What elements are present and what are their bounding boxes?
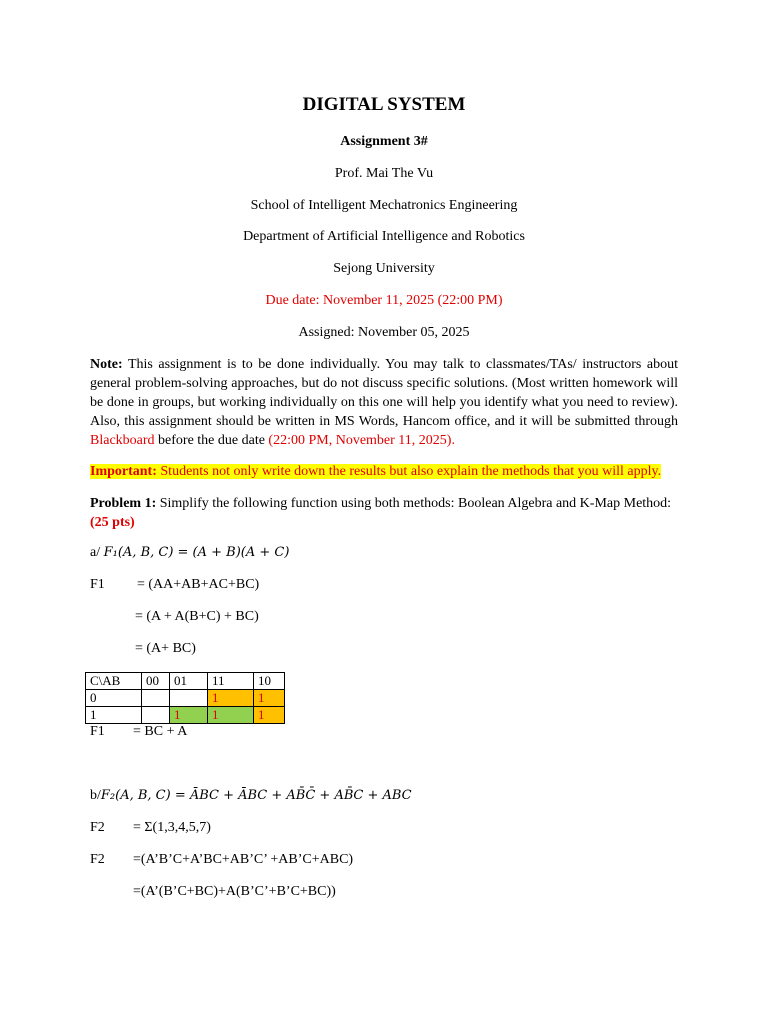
kmap-cell	[142, 707, 170, 724]
part-a-result: = BC + A	[133, 724, 188, 739]
part-a-step-2-expr: = (A + A(B+C) + BC)	[135, 609, 259, 624]
document-title: DIGITAL SYSTEM	[302, 94, 466, 115]
kmap-cell: 1	[254, 707, 285, 724]
kmap-header-10: 10	[254, 673, 285, 690]
part-b-step-2-expr: =(A’B’C+A’BC+AB’C’ +AB’C+ABC)	[133, 852, 354, 867]
problem1-text: Simplify the following function using both methods: Boolean Algebra and K-Map Method:	[156, 496, 672, 511]
part-b-heading	[90, 788, 412, 804]
kmap-cell	[170, 690, 208, 707]
problem1-paragraph	[90, 494, 678, 532]
kmap-row-label: 0	[86, 690, 142, 707]
kmap-cell: 1	[170, 707, 208, 724]
note-label: Note:	[90, 357, 123, 372]
kmap-cell	[142, 690, 170, 707]
part-b-step-3-expr: =(A’(B’C+BC)+A(B’C’+B’C+BC))	[133, 884, 336, 899]
problem1-points: (25 pts)	[90, 515, 135, 530]
kmap-cell: 1	[208, 690, 254, 707]
part-b-step-2-label: F2	[90, 852, 105, 867]
kmap-row-c1	[86, 707, 285, 724]
kmap-cell: 1	[254, 690, 285, 707]
important-paragraph	[90, 462, 678, 481]
department-name: Department of Artificial Intelligence and Robotics	[243, 229, 525, 244]
karnaugh-map-table	[85, 672, 285, 724]
professor-name: Prof. Mai The Vu	[334, 166, 434, 181]
important-text: Students not only write down the results but also explain the methods that you will apply.	[156, 464, 662, 479]
important-highlight	[90, 464, 661, 479]
kmap-header-corner: C\AB	[86, 673, 142, 690]
kmap-row-c0	[86, 690, 285, 707]
assigned-date: Assigned: November 05, 2025	[298, 325, 470, 340]
important-label: Important:	[90, 464, 157, 479]
school-name: School of Intelligent Mechatronics Engineering	[250, 198, 518, 213]
part-a-prefix: a/	[90, 545, 104, 560]
part-a-step-1-expr: = (AA+AB+AC+BC)	[137, 577, 260, 592]
note-text-2: before the due date	[154, 433, 269, 448]
blackboard-link[interactable]: Blackboard	[90, 433, 155, 448]
note-deadline: (22:00 PM, November 11, 2025).	[268, 433, 455, 448]
university-name: Sejong University	[333, 261, 435, 276]
part-a-function: F₁(A, B, C) = (A + B)(A + C)	[103, 545, 290, 560]
part-b-step-1-label: F2	[90, 820, 105, 835]
due-date: Due date: November 11, 2025 (22:00 PM)	[265, 293, 503, 308]
kmap-header-01: 01	[170, 673, 208, 690]
part-a-result-label: F1	[90, 724, 105, 739]
assignment-number: Assignment 3#	[340, 134, 428, 149]
kmap-header-11: 11	[208, 673, 254, 690]
part-b-function: F₂(A, B, C) = ĀBC + ĀBC + AB̄C̄ + AB̄C + ABC	[100, 788, 412, 803]
part-a-step-3-expr: = (A+ BC)	[135, 641, 196, 656]
part-a-step-1-label: F1	[90, 577, 105, 592]
part-b-prefix: b/	[90, 788, 101, 803]
problem1-label: Problem 1:	[90, 496, 157, 511]
part-a-heading	[90, 545, 289, 561]
part-b-step-1-expr: = Σ(1,3,4,5,7)	[133, 820, 211, 835]
kmap-header-row	[86, 673, 285, 690]
kmap-row-label: 1	[86, 707, 142, 724]
kmap-cell: 1	[208, 707, 254, 724]
note-text: This assignment is to be done individually. You may talk to classmates/TAs/ instructors about general problem-solving approaches, but do not discuss specific solutions. (Most written homework will be done in groups, but working individually on this one will help you identify what you need to review). Also, this assignment should be written in MS Words, Hancom office, and it will be submitted through	[90, 357, 678, 429]
kmap-header-00: 00	[142, 673, 170, 690]
note-paragraph	[90, 355, 678, 450]
